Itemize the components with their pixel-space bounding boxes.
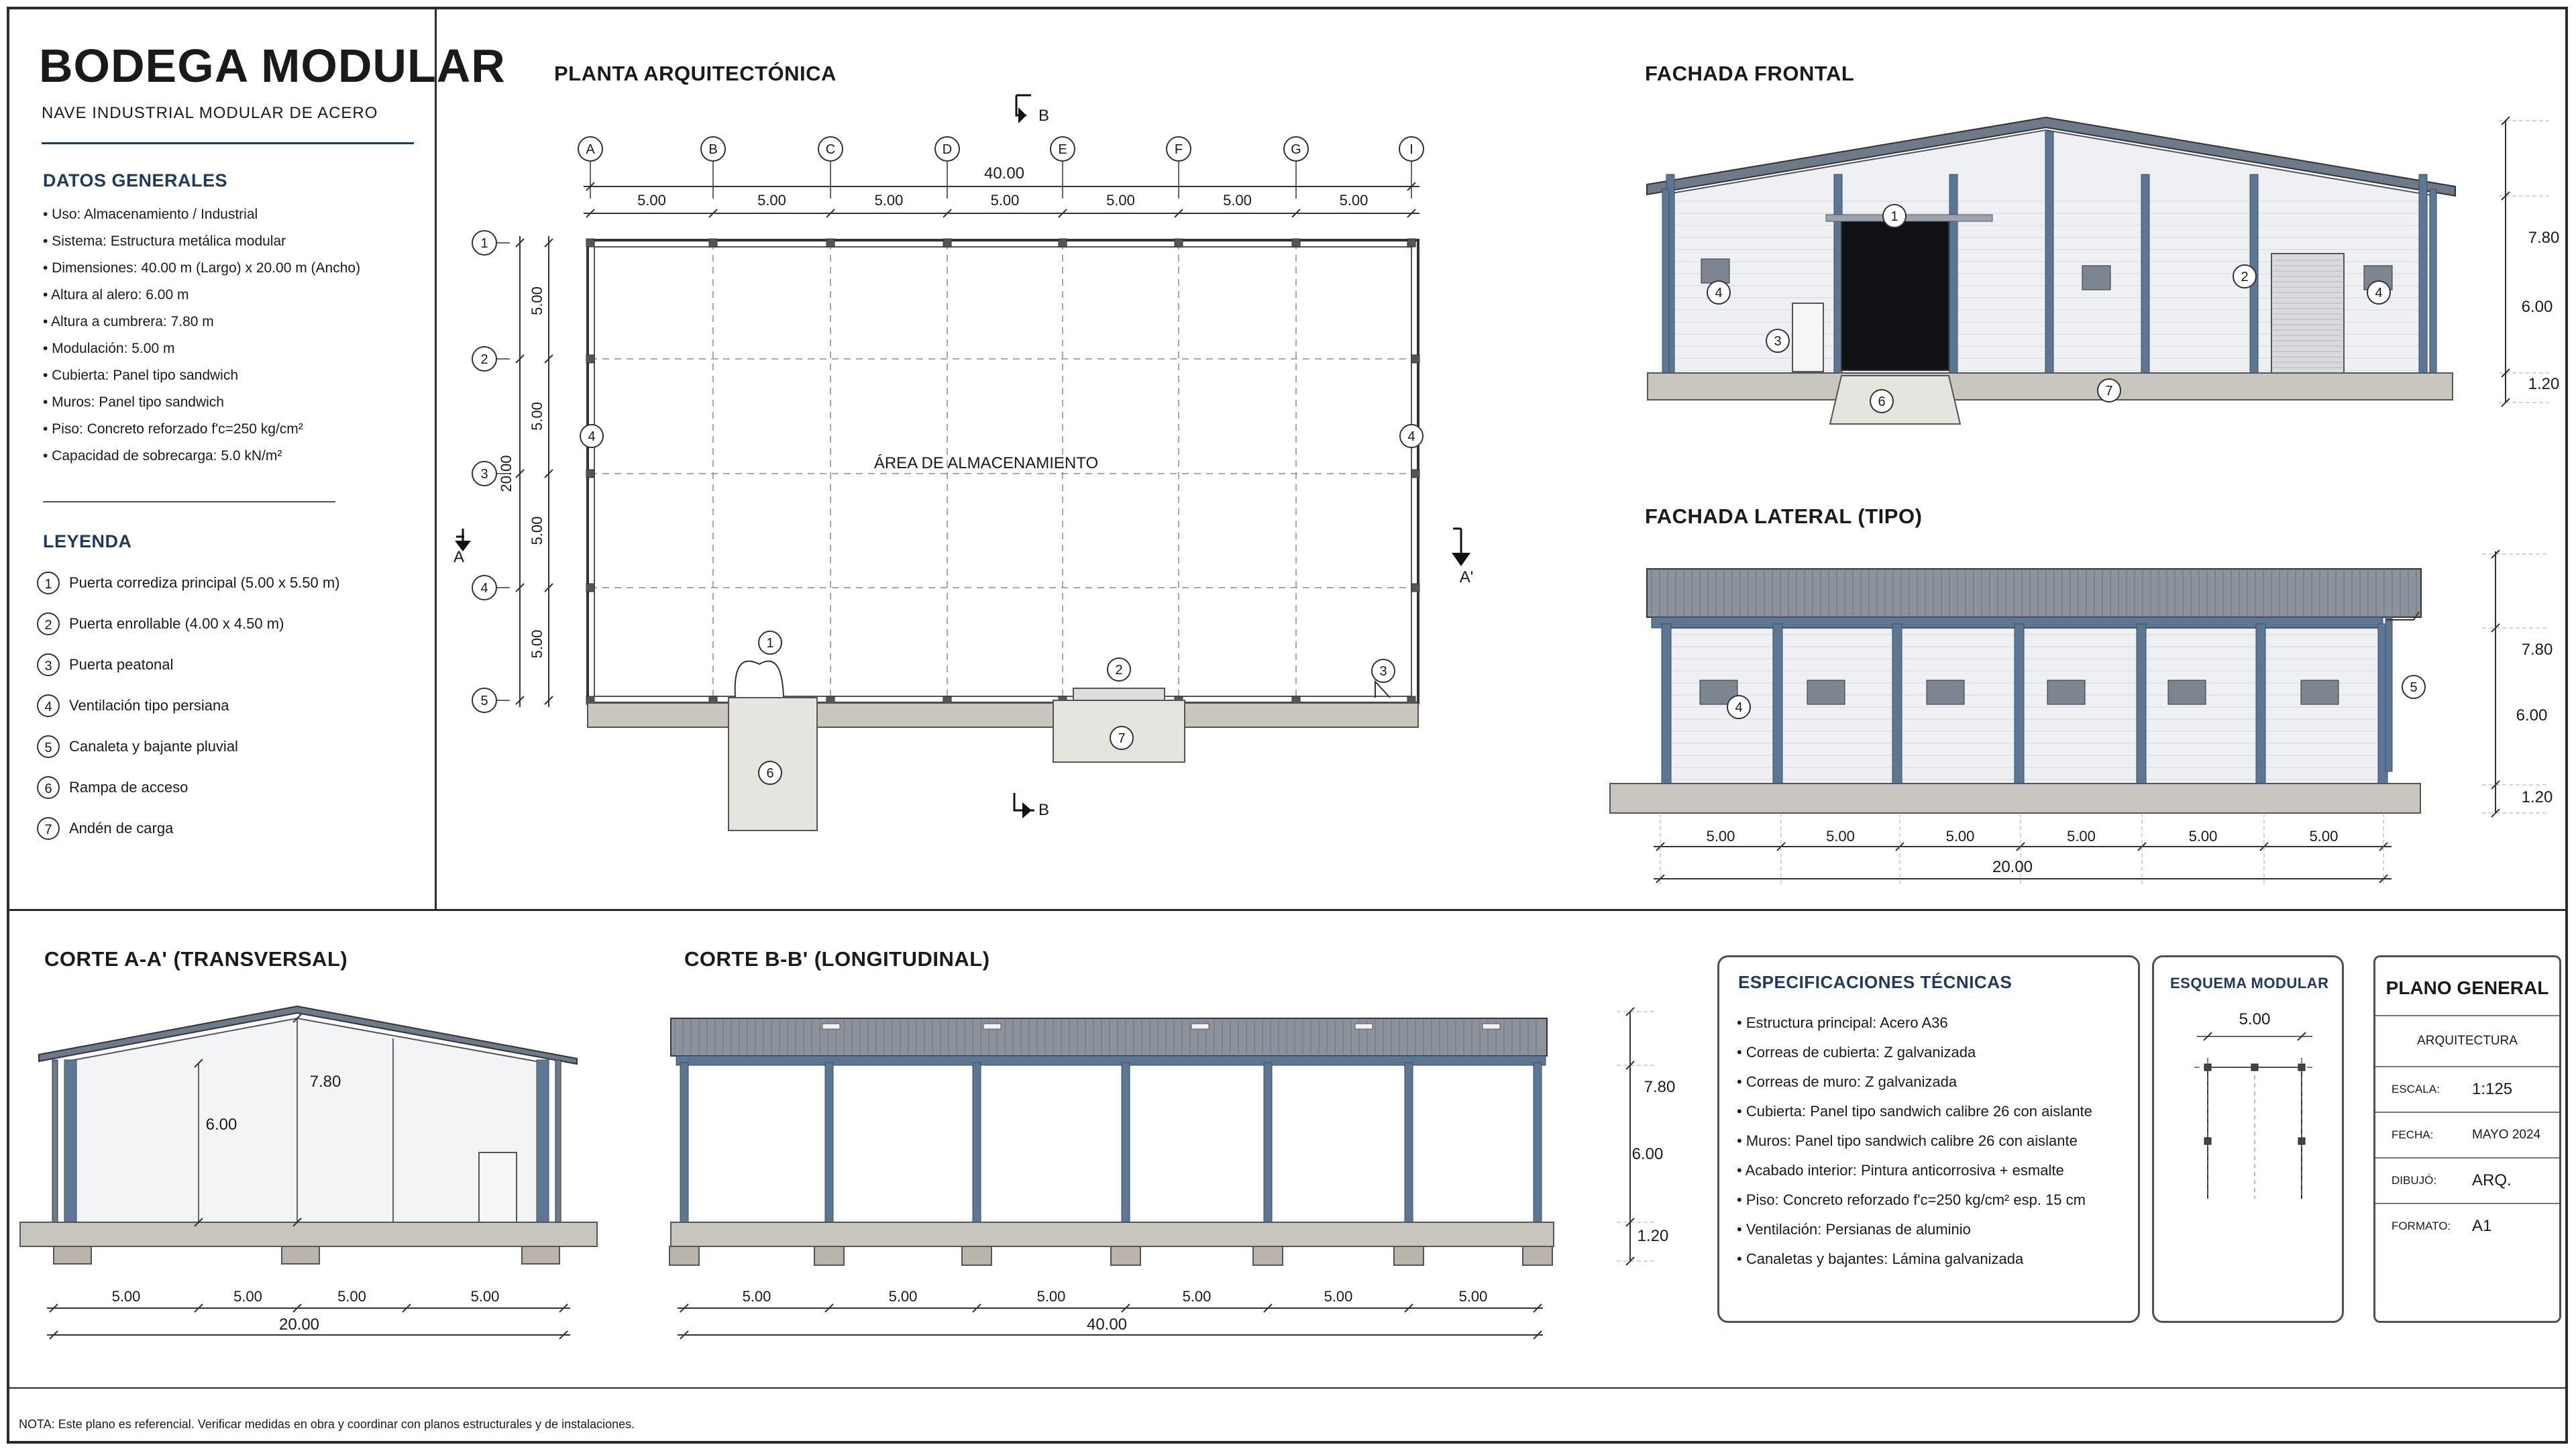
column-section (64, 1060, 76, 1225)
title-block-row (2375, 1157, 2559, 1203)
steel-column (709, 239, 717, 247)
legend-label: Rampa de acceso (69, 778, 189, 796)
axis-bubble-E-number: E (1058, 142, 1067, 157)
general-data-heading: DATOS GENERALES (43, 170, 228, 191)
general-data-item: • Dimensiones: 40.00 m (Largo) x 20.00 m (Ancho) (43, 260, 361, 276)
ventilation-marker-number: 4 (2375, 286, 2383, 301)
footing (1523, 1246, 1552, 1265)
legend-item (37, 562, 413, 603)
rollup-door-marker-number: 2 (1115, 663, 1123, 678)
module-dimension-label: 5.00 (1339, 192, 1368, 209)
rollup-door-marker-number: 2 (2241, 270, 2249, 284)
title-block-value: MAYO 2024 (2472, 1128, 2541, 1142)
column-section (1122, 1063, 1130, 1222)
footing (669, 1246, 699, 1265)
general-data-item: • Sistema: Estructura metálica modular (43, 233, 286, 249)
title-block-value: ARQ. (2472, 1171, 2512, 1189)
section-a2-label: A' (1459, 568, 1474, 586)
legend-number-badge: 7 (37, 817, 60, 840)
wall-column (2137, 624, 2146, 786)
axis-bubble-C-number: C (825, 142, 836, 157)
left-panel-divider (435, 8, 437, 910)
door-marker-number: 1 (1890, 209, 1898, 224)
ventilation-louver (2047, 680, 2085, 704)
module-dimension-label: 5.00 (637, 192, 666, 209)
pedestrian-door-symbol (1375, 682, 1390, 698)
axis-bubble-F-number: F (1174, 142, 1183, 157)
module-dimension-label: 5.00 (1324, 1288, 1353, 1305)
schema-node (2204, 1138, 2211, 1144)
title-block-value: 1:125 (2472, 1080, 2513, 1098)
specifications-heading: ESPECIFICACIONES TÉCNICAS (1738, 972, 2012, 992)
steel-column (1407, 239, 1415, 247)
project-subtitle: NAVE INDUSTRIAL MODULAR DE ACERO (42, 104, 378, 122)
legend-item (37, 603, 413, 644)
section-b-label-bottom: B (1038, 801, 1050, 819)
schema-heading: ESQUEMA MODULAR (2170, 975, 2329, 991)
general-data-item: • Uso: Almacenamiento / Industrial (43, 207, 258, 222)
title-block-discipline: ARQUITECTURA (2417, 1034, 2518, 1048)
general-data-list (43, 201, 419, 470)
axis-bubble-B-number: B (708, 142, 718, 157)
front-elevation-title: FACHADA FRONTAL (1645, 62, 1855, 85)
legend-number-badge: 4 (37, 694, 60, 717)
middle-divider (8, 909, 2567, 911)
column-section (537, 1060, 549, 1225)
legend-item (37, 685, 413, 726)
specification-item: • Cubierta: Panel tipo sandwich calibre 26 con aislante (1737, 1103, 2092, 1120)
specification-item: • Correas de cubierta: Z galvanizada (1737, 1044, 1976, 1061)
footing (282, 1246, 319, 1264)
section-mark-a2 (1453, 529, 1461, 555)
module-dimension-label: 5.00 (990, 192, 1020, 209)
ventilation-louver (2082, 266, 2110, 290)
downspout (2430, 189, 2436, 374)
overall-length-label: 40.00 (983, 164, 1025, 182)
pedestrian-door-marker-number: 3 (1379, 664, 1387, 679)
column-section (1534, 1063, 1542, 1222)
section-arrow (1452, 553, 1470, 566)
module-dimension-label: 5.00 (111, 1288, 141, 1305)
axis-bubble-4-number: 4 (480, 581, 488, 596)
specification-item: • Ventilación: Persianas de aluminio (1737, 1221, 1971, 1238)
specification-item: • Canaletas y bajantes: Lámina galvanizada (1737, 1250, 2024, 1267)
downspout (52, 1060, 58, 1225)
door-marker-number: 1 (766, 636, 774, 651)
module-dimension-label: 5.00 (2188, 828, 2218, 845)
legend-list (37, 562, 413, 849)
specification-item: • Piso: Concreto reforzado f'c=250 kg/cm² esp. 15 cm (1737, 1191, 2086, 1208)
schema-node (2251, 1064, 2258, 1071)
note-divider (8, 1387, 2567, 1389)
perimeter-slab (588, 703, 1418, 727)
wall-column (1892, 624, 1902, 786)
axis-bubble-G-number: G (1291, 142, 1301, 157)
skylight (1191, 1024, 1209, 1029)
skylight (983, 1024, 1001, 1029)
axis-bubble-2-number: 2 (480, 352, 488, 367)
height-label-base: 1.20 (2528, 375, 2560, 393)
title-block-row (2375, 1112, 2559, 1157)
ventilation-louver (1927, 680, 1964, 704)
rollup-door (2271, 254, 2344, 373)
footing (1394, 1246, 1424, 1265)
section-aa-drawing (13, 986, 604, 1348)
downspout (1662, 189, 1669, 374)
module-width-label: 5.00 (529, 629, 545, 659)
specification-item: • Correas de muro: Z galvanizada (1737, 1073, 1957, 1090)
height-label-eave: 6.00 (2521, 298, 2553, 316)
schema-dimension-label: 5.00 (2239, 1010, 2271, 1028)
title-block-row (2375, 1203, 2559, 1248)
axis-bubble-D-number: D (942, 142, 953, 157)
module-dimension-label: 5.00 (1706, 828, 1735, 845)
access-ramp (1830, 376, 1960, 424)
module-dimension-label: 5.00 (1182, 1288, 1212, 1305)
column-section (973, 1063, 981, 1222)
general-divider (43, 501, 335, 502)
floor-slab (671, 1222, 1554, 1246)
legend-number-badge: 1 (37, 572, 60, 594)
wall-column (2045, 131, 2053, 373)
ventilation-marker-number: 4 (1715, 286, 1723, 301)
module-dimension-label: 5.00 (1036, 1288, 1066, 1305)
general-data-item: • Modulación: 5.00 m (43, 341, 175, 356)
modular-schema-diagram (2154, 998, 2346, 1199)
schema-node (2204, 1064, 2211, 1071)
section-arrow (1018, 107, 1026, 123)
column-section (680, 1063, 688, 1222)
steel-column (586, 470, 594, 478)
module-dimension-label: 5.00 (1458, 1288, 1488, 1305)
steel-column (1292, 239, 1300, 247)
general-data-item: • Capacidad de sobrecarga: 5.0 kN/m² (43, 448, 282, 464)
height-label-eave: 6.00 (2516, 706, 2548, 724)
module-dimension-label: 5.00 (337, 1288, 366, 1305)
legend-label: Puerta peatonal (69, 655, 174, 673)
module-dimension-label: 5.00 (2067, 828, 2096, 845)
area-label: ÁREA DE ALMACENAMIENTO (873, 454, 1099, 472)
skylight (822, 1024, 840, 1029)
section-arrow (1022, 802, 1032, 818)
downspout (2385, 617, 2392, 771)
footing (962, 1246, 991, 1265)
overall-length-label: 40.00 (1086, 1316, 1128, 1334)
axis-bubble-1-number: 1 (480, 236, 488, 251)
footer-note: NOTA: Este plano es referencial. Verificar medidas en obra y coordinar con planos estructurales y de instalaciones. (19, 1417, 635, 1431)
pedestrian-door (479, 1152, 517, 1222)
general-data-item: • Muros: Panel tipo sandwich (43, 394, 224, 410)
dock-marker-number: 7 (1118, 731, 1126, 746)
foundation-base (1648, 373, 2453, 400)
pedestrian-door-marker-number: 3 (1774, 334, 1782, 349)
section-bb-title: CORTE B-B' (LONGITUDINAL) (684, 947, 990, 971)
module-dimension-label: 5.00 (874, 192, 904, 209)
wall-column (2015, 624, 2024, 786)
steel-column (1411, 470, 1419, 478)
main-sliding-door (1841, 216, 1949, 370)
legend-label: Puerta enrollable (4.00 x 4.50 m) (69, 614, 284, 632)
ventilation-louver (1807, 680, 1845, 704)
beam (676, 1056, 1546, 1065)
title-block-discipline-row (2375, 1015, 2559, 1066)
floor-slab (20, 1222, 597, 1246)
module-width-label: 5.00 (529, 286, 545, 315)
title-block-value: A1 (2472, 1217, 2492, 1235)
wall-column (1773, 624, 1782, 786)
general-data-item: • Altura al alero: 6.00 m (43, 287, 189, 303)
height-label-base: 1.20 (1637, 1227, 1669, 1245)
ventilation-louver (2168, 680, 2206, 704)
legend-label: Andén de carga (69, 819, 174, 837)
ramp-marker-number: 6 (766, 766, 774, 781)
legend-label: Puerta corrediza principal (5.00 x 5.50 m) (69, 574, 340, 591)
section-a-label: A (453, 548, 465, 566)
title-block-label: ESCALA: (2392, 1083, 2440, 1095)
footing (54, 1246, 91, 1264)
height-label-ridge: 7.80 (2528, 229, 2560, 247)
module-dimension-label: 5.00 (2309, 828, 2339, 845)
dock-marker-number: 7 (2105, 384, 2113, 398)
steel-column (1175, 239, 1183, 247)
footing (1253, 1246, 1283, 1265)
height-label-ridge: 7.80 (2521, 641, 2553, 659)
section-interior (67, 1018, 543, 1222)
ridge-height-label: 7.80 (309, 1073, 341, 1091)
column-section (1264, 1063, 1272, 1222)
overall-width-label: 20.00 (1992, 858, 2033, 876)
legend-label: Canaleta y bajante pluvial (69, 737, 238, 755)
legend-item (37, 644, 413, 685)
specification-item: • Estructura principal: Acero A36 (1737, 1014, 1948, 1031)
steel-column (586, 584, 594, 592)
wall-column (1662, 624, 1671, 786)
module-dimension-label: 5.00 (1945, 828, 1975, 845)
legend-number-badge: 2 (37, 612, 60, 635)
legend-number-badge: 5 (37, 735, 60, 758)
steel-column (586, 355, 594, 363)
specification-item: • Acabado interior: Pintura anticorrosiva + esmalte (1737, 1162, 2064, 1179)
specification-item: • Muros: Panel tipo sandwich calibre 26 con aislante (1737, 1132, 2078, 1149)
door-track (1826, 215, 1992, 221)
steel-column (1059, 239, 1067, 247)
footing (1111, 1246, 1140, 1265)
ventilation-marker-number: 4 (588, 429, 596, 444)
pedestrian-door (1792, 303, 1823, 372)
axis-bubble-5-number: 5 (480, 694, 488, 708)
height-label-eave: 6.00 (1631, 1145, 1664, 1163)
gutter-marker-number: 5 (2410, 680, 2418, 695)
steel-column (1411, 355, 1419, 363)
schema-node (2298, 1064, 2305, 1071)
axis-bubble-I-number: I (1409, 142, 1413, 157)
module-dimension-label: 5.00 (1223, 192, 1252, 209)
title-block (2373, 955, 2561, 1323)
module-dimension-label: 5.00 (1826, 828, 1855, 845)
title-underline (42, 142, 414, 144)
steel-column (943, 239, 951, 247)
ventilation-louver (2301, 680, 2339, 704)
height-label-ridge: 7.80 (1644, 1078, 1676, 1096)
floor-plan-drawing (443, 80, 1516, 845)
roof-side (1647, 569, 2421, 617)
ramp-marker-number: 6 (1878, 394, 1886, 409)
title-block-label: DIBUJÓ: (2392, 1174, 2437, 1187)
skylight (1483, 1024, 1500, 1029)
legend-heading: LEYENDA (43, 531, 132, 551)
ventilation-marker-number: 4 (1735, 700, 1743, 715)
legend-number-badge: 3 (37, 653, 60, 676)
front-elevation-drawing (1610, 101, 2563, 449)
section-aa-title: CORTE A-A' (TRANSVERSAL) (44, 947, 348, 971)
legend-item (37, 808, 413, 849)
ventilation-louver (1701, 259, 1729, 283)
steel-column (586, 239, 594, 247)
title-block-label: FORMATO: (2392, 1220, 2451, 1232)
module-dimension-label: 5.00 (742, 1288, 771, 1305)
wall-column (1949, 174, 1957, 373)
specifications-box (1717, 955, 2140, 1323)
footing (814, 1246, 844, 1265)
module-dimension-label: 5.00 (757, 192, 786, 209)
steel-column (826, 239, 835, 247)
module-dimension-label: 5.00 (470, 1288, 500, 1305)
schema-node (2298, 1138, 2305, 1144)
module-dimension-label: 5.00 (1106, 192, 1135, 209)
plan-title: PLANTA ARQUITECTÓNICA (554, 62, 837, 85)
general-data-item: • Altura a cumbrera: 7.80 m (43, 314, 214, 329)
skylight (1355, 1024, 1373, 1029)
module-dimension-label: 5.00 (233, 1288, 262, 1305)
section-b-label-top: B (1038, 107, 1050, 125)
wall-column (2419, 174, 2427, 373)
legend-item (37, 726, 413, 767)
eave-height-label: 6.00 (205, 1116, 237, 1134)
wall-column (2141, 174, 2149, 373)
downspout (555, 1060, 561, 1225)
general-data-item: • Cubierta: Panel tipo sandwich (43, 368, 239, 383)
project-title: BODEGA MODULAR (39, 40, 506, 92)
specifications-list (1737, 1008, 2133, 1274)
side-elevation-drawing (1570, 537, 2563, 899)
axis-bubble-3-number: 3 (480, 467, 488, 482)
wall-column (2256, 624, 2265, 786)
title-block-row (2375, 1066, 2559, 1112)
general-data-item: • Piso: Concreto reforzado f'c=250 kg/cm² (43, 421, 303, 437)
sliding-door-symbol (735, 661, 784, 698)
axis-bubble-A-number: A (586, 142, 595, 157)
module-width-label: 5.00 (529, 516, 545, 545)
legend-item (37, 767, 413, 808)
overall-width-label: 20.00 (498, 455, 515, 492)
side-elevation-title: FACHADA LATERAL (TIPO) (1645, 504, 1923, 528)
modular-schema-box (2152, 955, 2344, 1323)
overall-width-label: 20.00 (278, 1316, 320, 1334)
legend-label: Ventilación tipo persiana (69, 696, 229, 714)
foundation-base (1610, 784, 2420, 813)
steel-column (1411, 584, 1419, 592)
footing (522, 1246, 559, 1264)
section-bb-drawing (657, 986, 1697, 1348)
height-label-base: 1.20 (2521, 788, 2553, 806)
column-section (825, 1063, 833, 1222)
title-block-title: PLANO GENERAL (2385, 977, 2549, 998)
module-dimension-label: 5.00 (888, 1288, 918, 1305)
legend-number-badge: 6 (37, 776, 60, 799)
column-section (1405, 1063, 1413, 1222)
ventilation-marker-number: 4 (1407, 429, 1415, 444)
title-block-label: FECHA: (2392, 1128, 2434, 1141)
module-width-label: 5.00 (529, 402, 545, 431)
